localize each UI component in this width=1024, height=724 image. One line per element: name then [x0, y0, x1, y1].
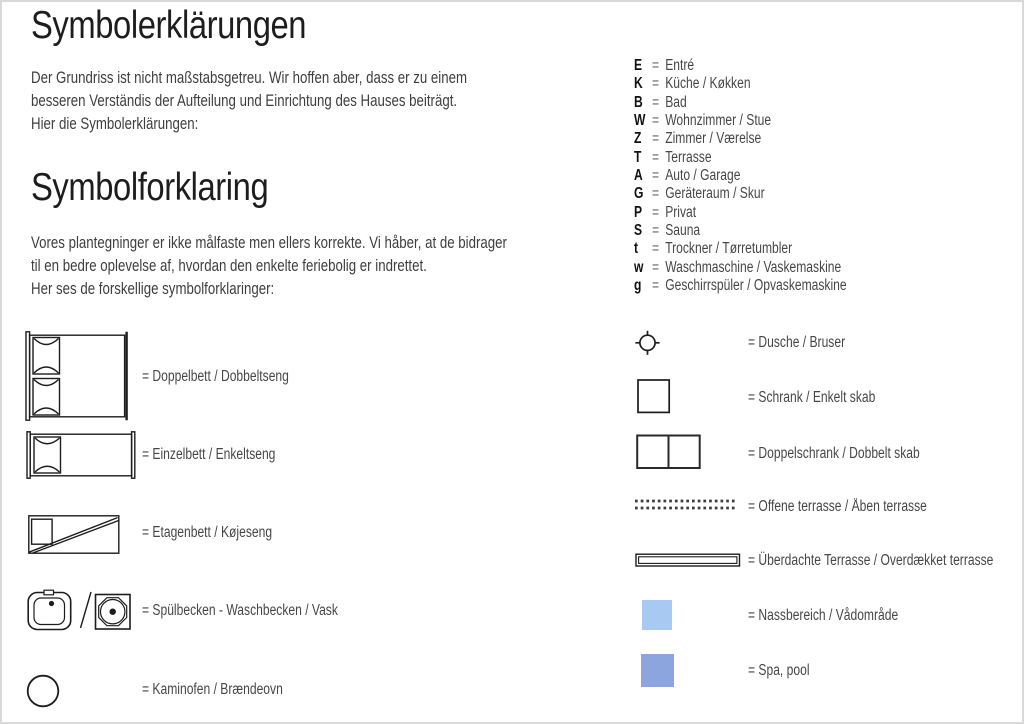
equals-sign: = — [651, 277, 660, 295]
intro-danish-line3: Her ses de forskellige symbolforklaringer: — [31, 279, 275, 299]
code-letter: G — [634, 185, 644, 203]
code-row-toolshed — [634, 185, 847, 203]
page-title-german: Symbolerklärungen — [31, 4, 307, 47]
code-row-livingroom — [634, 112, 847, 130]
intro-german-line1: Der Grundriss ist nicht maßstabsgetreu. Wir hoffen aber, dass er zu einem — [31, 68, 468, 87]
equals-sign: = — [651, 130, 660, 148]
single-bed-icon — [26, 431, 136, 479]
code-row-private — [634, 204, 847, 222]
code-row-terrace — [634, 149, 847, 167]
code-letter: B — [634, 93, 643, 111]
double-bed-icon — [25, 331, 131, 421]
equals-sign: = — [651, 57, 660, 74]
equals-sign: = — [651, 167, 660, 185]
code-label: Geräteraum / Skur — [665, 185, 765, 203]
wet-area-label: = Nassbereich / Vådområde — [748, 607, 899, 624]
code-label: Terrasse — [665, 148, 712, 166]
equals-sign: = — [651, 185, 660, 203]
sink-washbasin-label: = Spülbecken - Waschbecken / Vask — [142, 602, 338, 619]
equals-sign: = — [651, 112, 660, 130]
equals-sign: = — [651, 148, 660, 166]
intro-german-line3: Hier die Symbolerklärungen: — [31, 114, 199, 134]
open-terrace-label: = Offene terrasse / Åben terrasse — [748, 498, 927, 515]
code-label: Waschmaschine / Vaskemaskine — [665, 258, 842, 276]
code-row-dishwasher — [634, 277, 847, 295]
single-cabinet-label: = Schrank / Enkelt skab — [748, 389, 876, 406]
open-terrace-icon — [635, 498, 737, 512]
code-label: Auto / Garage — [665, 167, 741, 185]
code-row-washer — [634, 259, 847, 277]
code-label: Trockner / Tørretumbler — [665, 240, 793, 258]
code-letter: K — [634, 75, 643, 93]
code-row-sauna — [634, 222, 847, 240]
wood-stove-icon — [26, 674, 60, 708]
spa-pool-label: = Spa, pool — [748, 662, 810, 679]
equals-sign: = — [651, 75, 660, 93]
code-letter: g — [634, 277, 642, 295]
bunk-bed-label: = Etagenbett / Køjeseng — [142, 524, 273, 541]
intro-german — [31, 66, 467, 136]
single-cabinet-icon — [637, 379, 671, 414]
equals-sign: = — [651, 258, 660, 276]
code-letter: S — [634, 222, 643, 240]
code-label: Küche / Køkken — [665, 75, 751, 93]
code-letter: E — [634, 57, 643, 74]
double-cabinet-label: = Doppelschrank / Dobbelt skab — [748, 445, 920, 462]
sink-washbasin-icon — [27, 589, 133, 631]
covered-terrace-label: = Überdachte Terrasse / Overdækket terrasse — [748, 552, 994, 569]
equals-sign: = — [651, 203, 660, 221]
code-label: Bad — [665, 93, 687, 111]
code-label: Sauna — [665, 222, 701, 240]
code-row-room — [634, 130, 847, 148]
room-code-list — [634, 57, 847, 295]
code-label: Zimmer / Værelse — [665, 130, 762, 148]
code-row-kitchen — [634, 75, 847, 93]
intro-german-line2: besseren Verständis der Aufteilung und Einrichtung des Hauses beiträgt. — [31, 91, 458, 111]
page-title-danish: Symbolforklaring — [31, 166, 269, 209]
intro-danish-line1: Vores plantegninger er ikke målfaste men ellers korrekte. Vi håber, at de bidrager — [31, 233, 507, 252]
code-letter: Z — [634, 130, 642, 148]
equals-sign: = — [651, 93, 660, 111]
code-letter: t — [634, 240, 639, 258]
code-letter: T — [634, 148, 642, 166]
shower-label: = Dusche / Bruser — [748, 334, 846, 351]
bunk-bed-icon — [28, 515, 120, 555]
equals-sign: = — [651, 240, 660, 258]
code-letter: A — [634, 167, 643, 185]
covered-terrace-icon — [635, 553, 741, 568]
double-cabinet-icon — [636, 434, 702, 470]
wet-area-icon — [642, 600, 672, 630]
code-letter: P — [634, 203, 643, 221]
code-label: Wohnzimmer / Stue — [665, 112, 772, 130]
code-letter: W — [634, 112, 646, 130]
double-bed-label: = Doppelbett / Dobbeltseng — [142, 368, 289, 385]
wood-stove-label: = Kaminofen / Brændeovn — [142, 681, 283, 698]
code-label: Entré — [665, 57, 695, 74]
code-row-dryer — [634, 240, 847, 258]
intro-danish — [31, 231, 507, 301]
code-row-entree — [634, 57, 847, 75]
code-row-bath — [634, 94, 847, 112]
spa-pool-icon — [641, 654, 674, 687]
shower-icon — [633, 328, 663, 358]
code-label: Privat — [665, 203, 697, 221]
single-bed-label: = Einzelbett / Enkeltseng — [142, 446, 276, 463]
code-row-garage — [634, 167, 847, 185]
code-letter: w — [634, 258, 644, 276]
equals-sign: = — [651, 222, 660, 240]
intro-danish-line2: til en bedre oplevelse af, hvordan den enkelte feriebolig er indrettet. — [31, 256, 427, 276]
code-label: Geschirrspüler / Opvaskemaskine — [665, 277, 847, 295]
